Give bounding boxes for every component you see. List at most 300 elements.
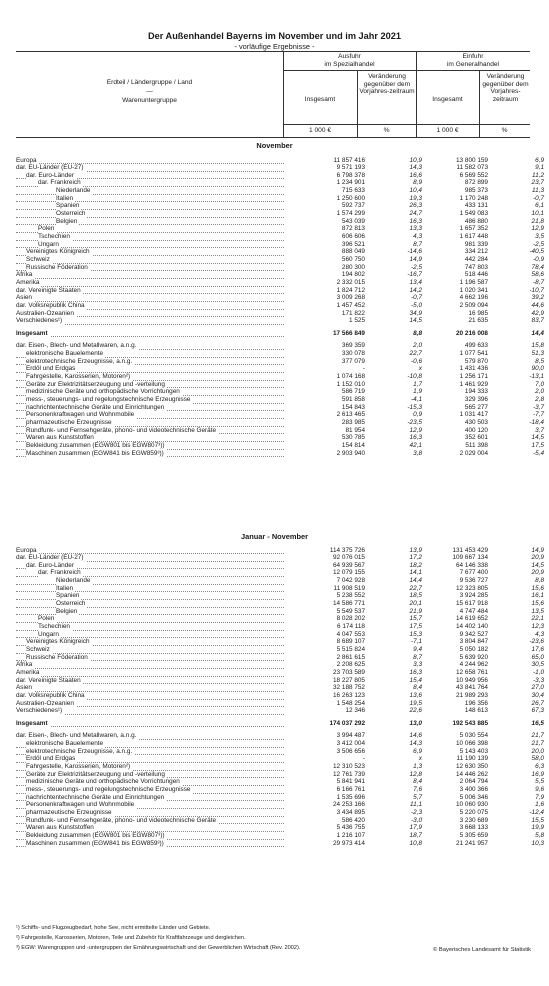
cell-c3: 21 635: [468, 317, 488, 325]
row-leader-line: [16, 720, 284, 728]
cell-c3: 3 230 689: [459, 816, 488, 824]
cell-c3: 5 143 403: [459, 747, 488, 755]
cell-c2: 8,4: [413, 684, 422, 692]
source-credit: © Bayerisches Landesamt für Statistik: [432, 947, 531, 953]
table-row: [16, 202, 544, 210]
table-row: [16, 569, 544, 577]
row-label: dar. Vereinigte Staaten: [16, 676, 81, 684]
cell-c3: 4 747 484: [459, 607, 488, 615]
cell-c1: 7 042 928: [336, 577, 365, 585]
row-label: mess-, steuerungs- und regelungstechnische Erzeugnisse: [26, 396, 191, 403]
cell-c3: 518 446: [464, 271, 488, 279]
row-label: elektrotechnische Erzeugnisse, a.n.g.: [26, 747, 133, 755]
cell-c3: 3 668 133: [459, 824, 488, 832]
cell-c1: 3 412 004: [336, 740, 365, 748]
cell-c1: 92 076 015: [333, 554, 365, 562]
row-label: Verschiedenes¹): [16, 707, 63, 715]
page-subtitle: - vorläufige Ergebnisse -: [234, 42, 315, 51]
row-label: Rundfunk- und Fernsehgeräte, phono- und videotechnische Geräte: [26, 816, 217, 824]
table-row: [16, 763, 544, 771]
cell-c1: 377 079: [341, 357, 365, 365]
row-label: Vereinigtes Königreich: [26, 638, 90, 646]
cell-c4: 8,8: [535, 577, 544, 585]
table-row: [16, 607, 544, 616]
cell-c1: 283 985: [341, 418, 365, 426]
row-label: Tschechien: [38, 623, 70, 630]
cell-c1: 1 574 299: [336, 210, 365, 218]
row-label: pharmazeutische Erzeugnisse: [26, 418, 112, 426]
cell-c1: 171 822: [341, 309, 365, 317]
row-label: Amerika: [16, 278, 40, 286]
cell-c4: 30,5: [531, 661, 544, 669]
row-label: dar. EU-Länder (EU-27): [16, 164, 84, 172]
cell-c2: 8,7: [413, 240, 422, 248]
cell-c2: 11,1: [410, 801, 422, 809]
cell-c4: -5,4: [532, 449, 544, 457]
row-leader-line: [16, 669, 284, 677]
cell-c2: -16,7: [407, 271, 422, 279]
cell-c3: 400 120: [464, 426, 488, 434]
cell-c1: 591 858: [341, 396, 365, 403]
cell-c1: 592 737: [341, 202, 365, 210]
cell-c2: 16,3: [409, 434, 422, 442]
header-ausfuhr-veraenderung: Veränderung gegenüber dem Vorjahres-zeitraum: [359, 73, 415, 96]
cell-c3: 1 020 341: [459, 286, 488, 294]
table-row: [16, 411, 544, 419]
row-label: Erdöl und Erdgas: [26, 755, 76, 763]
cell-c4: 3,5: [535, 233, 544, 240]
cell-c4: 51,3: [531, 350, 544, 358]
row-leader-line: [16, 256, 284, 264]
table-row: [16, 271, 544, 279]
cell-c4: 5,8: [535, 831, 544, 839]
section-title-november: November: [256, 141, 293, 150]
cell-c2: 9,4: [413, 645, 422, 653]
cell-c2: x: [418, 755, 422, 763]
cell-c4: 12,3: [531, 623, 544, 630]
row-label: Russische Föderation: [26, 263, 88, 271]
row-label: dar. Frankreich: [38, 569, 81, 577]
cell-c1: 1 457 452: [336, 301, 365, 309]
cell-c4: 20,9: [531, 554, 544, 562]
cell-c4: 12,9: [531, 225, 544, 233]
table-row: [16, 554, 544, 562]
table-row: [16, 630, 544, 639]
cell-c4: -0,9: [532, 255, 544, 263]
cell-c4: 14,9: [531, 546, 544, 554]
cell-c1: 12 079 155: [333, 569, 365, 577]
cell-c1: 11 857 416: [333, 156, 365, 164]
cell-c1: 2 861 615: [336, 653, 365, 661]
cell-c4: 7,9: [535, 793, 544, 801]
cell-c4: 19,9: [531, 824, 544, 832]
row-label: Belgien: [56, 607, 78, 615]
row-label: dar. Eisen-, Blech- und Metallwaren, a.n.g.: [16, 732, 137, 740]
cell-c4: 20,9: [531, 569, 544, 577]
cell-c2: 34,9: [409, 309, 422, 317]
cell-c3: 5 030 554: [459, 732, 488, 740]
cell-c1: 586 719: [341, 388, 365, 396]
row-label: Geräte zur Elektrizitätserzeugung und -verteilung: [26, 380, 165, 388]
row-label: Fahrgestelle, Karosserien, Motoren²): [26, 763, 131, 771]
cell-c2: 14,1: [409, 569, 422, 577]
row-leader-line: [16, 661, 284, 669]
cell-c1: 154 814: [341, 441, 365, 449]
footnote-3: ³) EGW: Warengruppen und -untergruppen der Ernährungswirtschaft und der Gewerblichen Wirtschaft (Rev. 2002).: [16, 945, 301, 951]
cell-c4: -0,7: [532, 194, 544, 202]
cell-c4: 11,3: [532, 187, 544, 195]
cell-c4: 42,9: [531, 309, 544, 317]
row-leader-line: [16, 684, 284, 692]
table-row: [16, 719, 544, 728]
row-label: Bekleidung zusammen (EGW801 bis EGW807³)): [26, 831, 165, 839]
row-label: Italien: [56, 584, 74, 592]
cell-c4: 6,9: [535, 156, 544, 164]
cell-c1: 2 332 015: [336, 278, 365, 286]
cell-c4: 2,8: [535, 396, 544, 403]
cell-c2: -10,8: [407, 373, 422, 381]
cell-c4: 15,6: [531, 600, 544, 608]
cell-c1: 543 039: [341, 217, 365, 225]
row-label: Vereinigtes Königreich: [26, 248, 90, 256]
table-row: [16, 357, 544, 366]
cell-c4: 9,1: [535, 164, 544, 172]
table-row: [16, 584, 544, 593]
table-row: [16, 600, 544, 608]
row-label: Erdöl und Erdgas: [26, 365, 76, 373]
cell-c4: 15,5: [531, 816, 544, 824]
table-row: [16, 831, 544, 840]
cell-c2: 13,4: [409, 278, 422, 286]
row-label: Insgesamt: [16, 719, 48, 727]
cell-c1: 1 535 696: [336, 793, 365, 801]
cell-c1: 888 049: [341, 248, 365, 256]
cell-c3: 15 617 918: [456, 600, 488, 608]
cell-c2: -2,3: [410, 808, 422, 816]
table-row: [16, 156, 544, 165]
row-label: Spanien: [56, 592, 80, 600]
cell-c1: 872 813: [341, 225, 365, 233]
cell-c2: 14,4: [409, 577, 422, 585]
cell-c1: 2 903 940: [336, 449, 365, 457]
cell-c2: -7,1: [410, 638, 422, 646]
cell-c2: -5,0: [410, 301, 422, 309]
cell-c2: 10,4: [409, 187, 422, 195]
cell-c4: -23,6: [529, 638, 544, 646]
cell-c1: 5 549 537: [336, 607, 365, 615]
cell-c1: 6 166 761: [336, 786, 365, 793]
cell-c3: 21 241 957: [456, 839, 488, 847]
row-label: Maschinen zusammen (EGW841 bis EGW859³)): [26, 839, 164, 847]
header-einfuhr-subtitle: im Generalhandel: [446, 61, 500, 68]
table-row: [16, 441, 544, 450]
cell-c3: 511 398: [465, 441, 488, 449]
table-row: [16, 638, 544, 646]
cell-c3: 9 536 727: [459, 577, 488, 585]
cell-c1: 1 152 010: [336, 380, 365, 388]
cell-c1: 1 250 600: [336, 194, 365, 202]
table-row: [16, 171, 544, 180]
cell-c2: 14,9: [409, 255, 422, 263]
table-row: [16, 668, 544, 677]
cell-c3: 12 323 805: [456, 584, 488, 592]
cell-c4: 27,0: [531, 684, 544, 692]
cell-c2: 14,3: [409, 740, 422, 748]
cell-c4: 16,9: [531, 770, 544, 778]
cell-c4: 4,3: [535, 630, 544, 638]
cell-c3: 20 216 008: [456, 329, 488, 337]
row-label: Australien-Ozeanien: [16, 699, 74, 707]
cell-c4: 14,5: [531, 561, 544, 569]
cell-c1: 12 346: [345, 707, 365, 715]
row-label: Ungarn: [38, 630, 59, 638]
cell-c3: 2 509 094: [459, 301, 488, 309]
cell-c2: 19,5: [409, 699, 422, 707]
cell-c3: 6 569 552: [459, 171, 488, 179]
cell-c3: 1 256 171: [459, 373, 488, 381]
cell-c3: 352 601: [464, 434, 488, 442]
cell-c3: 16 985: [468, 309, 488, 317]
cell-c1: 3 434 895: [336, 808, 365, 816]
cell-c2: 1,7: [413, 380, 422, 388]
cell-c3: 1 031 417: [459, 411, 488, 419]
cell-c1: 5 515 824: [336, 645, 365, 653]
cell-c3: 5 305 659: [459, 831, 488, 839]
cell-c1: 1 074 168: [336, 373, 365, 381]
cell-c2: x: [418, 365, 422, 373]
cell-c1: 8 689 107: [336, 638, 365, 646]
table-row: [16, 824, 544, 832]
table-row: [16, 449, 544, 458]
cell-c4: 83,7: [531, 317, 544, 325]
table-row: [16, 309, 544, 318]
section-title-januar-november: Januar - November: [241, 532, 308, 541]
cell-c1: 3 009 268: [336, 294, 365, 302]
cell-c4: 7,0: [535, 380, 544, 388]
row-label: Polen: [38, 225, 55, 233]
table-row: [16, 691, 544, 700]
cell-c2: 8,8: [413, 329, 422, 337]
table-row: [16, 187, 544, 195]
cell-c3: 985 373: [464, 187, 488, 195]
cell-c1: 1 548 254: [336, 699, 365, 707]
table-row: [16, 623, 544, 631]
cell-c1: 1 216 107: [336, 831, 365, 839]
cell-c1: 369 359: [341, 342, 365, 350]
cell-c3: 11 582 073: [456, 164, 488, 172]
cell-c3: 11 190 139: [456, 755, 488, 763]
header-group-rule: [283, 70, 530, 71]
table-row: [16, 365, 544, 373]
table-row: [16, 217, 544, 226]
cell-c2: 22,7: [409, 350, 422, 358]
cell-c2: 8,4: [413, 778, 422, 786]
table-row: [16, 653, 544, 662]
cell-c3: 5 639 920: [459, 653, 488, 661]
cell-c1: -: [362, 755, 365, 763]
cell-c2: 10,8: [409, 839, 422, 847]
cell-c3: 1 431 436: [459, 365, 488, 373]
row-label: dar. Volksrepublik China: [16, 691, 85, 699]
row-label: Russische Föderation: [26, 653, 88, 661]
row-label: dar. EU-Länder (EU-27): [16, 554, 84, 562]
row-label: Belgien: [56, 217, 78, 225]
header-unit-ausfuhr-percent: %: [383, 127, 390, 134]
cell-c4: 15,8: [531, 342, 544, 350]
row-label: Afrika: [16, 271, 33, 279]
row-leader-line: [16, 157, 284, 165]
cell-c1: 2 208 625: [336, 661, 365, 669]
cell-c1: 174 037 292: [329, 719, 365, 727]
cell-c4: 14,4: [531, 329, 544, 337]
cell-c3: 21 989 293: [456, 691, 488, 699]
cell-c4: 90,0: [531, 365, 544, 373]
row-label: Waren aus Kunststoffen: [26, 824, 94, 832]
cell-c3: 1 196 587: [459, 278, 488, 286]
cell-c1: 18 227 805: [333, 676, 365, 684]
cell-c2: -0,7: [410, 294, 422, 302]
header-einfuhr-title: Einfuhr: [462, 53, 484, 60]
row-label: Fahrgestelle, Karosserien, Motoren²): [26, 373, 131, 381]
cell-c2: 0,9: [413, 411, 422, 419]
row-label: Schweiz: [26, 645, 50, 653]
table-row: [16, 684, 544, 692]
cell-c1: 1 525: [349, 317, 365, 325]
cell-c4: 16,5: [531, 719, 544, 727]
cell-c1: 6 174 118: [337, 623, 365, 630]
row-label: Niederlande: [56, 187, 91, 195]
header-ausfuhr-insgesamt: Insgesamt: [304, 96, 336, 103]
cell-c1: 32 188 752: [333, 684, 365, 692]
table-row: [16, 676, 544, 685]
table-row: [16, 342, 544, 350]
row-label: Maschinen zusammen (EGW841 bis EGW859³)): [26, 449, 164, 457]
cell-c4: 17,6: [531, 645, 544, 653]
cell-c1: 3 506 656: [336, 747, 365, 755]
cell-c1: 16 263 123: [333, 691, 365, 699]
table-row: [16, 380, 544, 389]
cell-c3: 109 667 134: [452, 554, 488, 562]
cell-c3: 334 212: [464, 248, 488, 256]
cell-c2: 7,6: [413, 786, 422, 793]
cell-c2: 15,7: [409, 615, 422, 623]
cell-c3: 442 284: [464, 255, 488, 263]
table-row: [16, 286, 544, 295]
cell-c4: 11,2: [532, 171, 544, 179]
cell-c3: 2 064 794: [459, 778, 488, 786]
cell-c3: 10 066 398: [456, 740, 488, 748]
table-row: [16, 418, 544, 427]
cell-c3: 1 170 248: [459, 194, 488, 202]
row-label: medizinische Geräte und orthopädische Vorrichtungen: [26, 388, 180, 396]
cell-c3: 1 077 541: [459, 350, 488, 358]
cell-c1: 114 375 726: [329, 546, 365, 554]
cell-c4: 15,6: [531, 584, 544, 592]
table-row: [16, 350, 544, 358]
cell-c1: 1 234 901: [336, 179, 365, 187]
cell-c1: 154 843: [341, 403, 365, 411]
cell-c4: 8,5: [535, 357, 544, 365]
cell-c3: 12 630 350: [456, 763, 488, 771]
cell-c4: -10,7: [529, 286, 544, 294]
cell-c1: 330 078: [341, 350, 365, 358]
cell-c2: 1,3: [413, 763, 422, 771]
cell-c1: 5 436 755: [336, 824, 365, 832]
cell-c4: 10,3: [531, 839, 544, 847]
table-row: [16, 615, 544, 623]
row-leader-line: [16, 646, 284, 654]
row-label: Niederlande: [56, 577, 91, 585]
row-label: Insgesamt: [16, 329, 48, 337]
row-leader-line: [16, 294, 284, 302]
cell-c4: 9,6: [535, 786, 544, 793]
cell-c3: 565 277: [464, 403, 488, 411]
row-label: medizinische Geräte und orthopädische Vorrichtungen: [26, 778, 180, 786]
cell-c4: 39,2: [531, 294, 544, 302]
table-row: [16, 770, 544, 779]
cell-c2: 17,2: [409, 554, 422, 562]
cell-c2: 6,9: [413, 747, 422, 755]
row-label: elektronische Bauelemente: [26, 740, 104, 748]
cell-c3: 148 613: [464, 707, 488, 715]
cell-c2: 16,6: [409, 171, 422, 179]
row-label: dar. Eisen-, Blech- und Metallwaren, a.n.g.: [16, 342, 137, 350]
cell-c3: 486 880: [464, 217, 488, 225]
cell-c3: 329 396: [464, 396, 488, 403]
table-row: [16, 577, 544, 585]
cell-c3: 10 949 956: [456, 676, 488, 684]
table-row: [16, 373, 544, 381]
cell-c3: 5 220 075: [459, 808, 488, 816]
cell-c2: 26,3: [409, 202, 422, 210]
cell-c1: 1 824 712: [336, 286, 365, 294]
row-label: Österreich: [56, 210, 86, 218]
cell-c4: 5,5: [535, 778, 544, 786]
cell-c4: 10,1: [531, 210, 544, 218]
cell-c1: 12 310 523: [333, 763, 365, 771]
row-label: Personenkraftwagen und Wohnmobile: [26, 801, 135, 809]
cell-c4: -7,7: [532, 411, 544, 419]
header-einfuhr-insgesamt: Insgesamt: [432, 96, 463, 103]
cell-c2: 21,9: [409, 607, 422, 615]
cell-c4: 30,4: [531, 691, 544, 699]
row-label: elektronische Bauelemente: [26, 350, 104, 358]
cell-c2: 22,6: [409, 707, 422, 715]
table-row: [16, 210, 544, 218]
cell-c2: 13,0: [409, 719, 422, 727]
table-row: [16, 661, 544, 669]
cell-c3: 14 619 652: [456, 615, 488, 623]
header-top-rule: [16, 51, 530, 52]
cell-c2: 10,9: [409, 156, 422, 164]
cell-c3: 1 549 083: [459, 210, 488, 218]
table-row: [16, 233, 544, 241]
row-leader-line: [16, 279, 284, 287]
table-row: [16, 740, 544, 748]
cell-c4: 44,6: [531, 301, 544, 309]
cell-c2: 13,3: [409, 225, 422, 233]
cell-c4: 6,1: [535, 202, 544, 210]
row-label: Afrika: [16, 661, 33, 669]
table-row: [16, 194, 544, 203]
cell-c3: 4 662 196: [459, 294, 488, 302]
table-row: [16, 248, 544, 256]
header-unit-einfuhr-value: 1 000 €: [436, 127, 459, 134]
cell-c4: -13,1: [529, 373, 544, 381]
cell-c3: 3 924 285: [459, 592, 488, 600]
table-row: [16, 699, 544, 708]
header-unit-ausfuhr-value: 1 000 €: [309, 127, 331, 134]
